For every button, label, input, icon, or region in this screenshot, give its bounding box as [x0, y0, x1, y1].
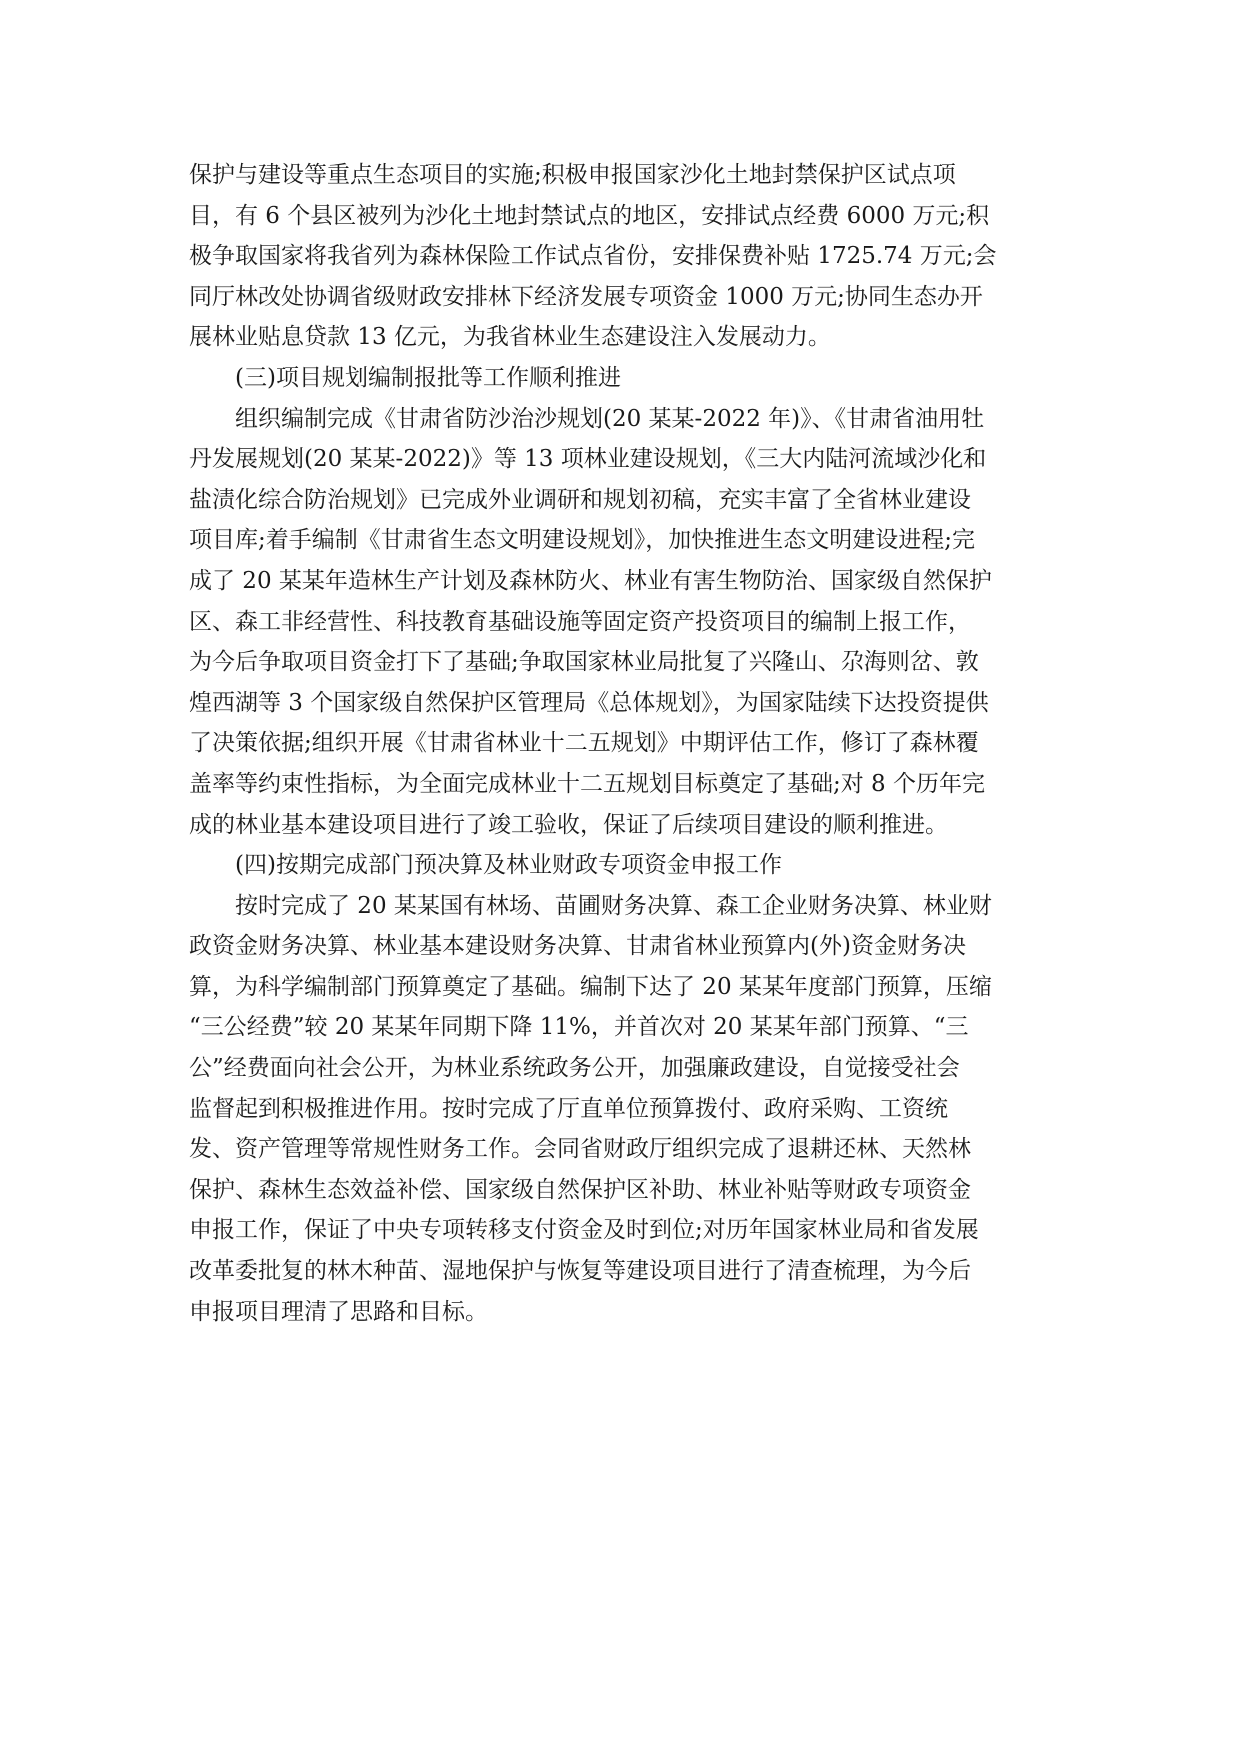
paragraph-line: 保护、森林生态效益补偿、国家级自然保护区补助、林业补贴等财政专项资金: [189, 1176, 971, 1203]
paragraph-line: 为今后争取项目资金打下了基础;争取国家林业局批复了兴隆山、尕海则岔、敦: [189, 649, 979, 676]
paragraph-first-line: 组织编制完成《甘肃省防沙治沙规划(20 某某-2022 年)》、《甘肃省油用牡: [235, 405, 985, 432]
paragraph-line: 申报工作，保证了中央专项转移支付资金及时到位;对历年国家林业局和省发展: [189, 1217, 979, 1244]
paragraph-line: 政资金财务决算、林业基本建设财务决算、甘肃省林业预算内(外)资金财务决: [189, 933, 966, 960]
paragraph-line: 申报项目理清了思路和目标。: [189, 1298, 488, 1325]
paragraph-line: 改革委批复的林木种苗、湿地保护与恢复等建设项目进行了清查梳理，为今后: [189, 1258, 971, 1285]
paragraph-line: 丹发展规划(20 某某-2022)》等 13 项林业建设规划，《三大内陆河流域沙化和: [189, 446, 987, 473]
paragraph-line: 成了 20 某某年造林生产计划及森林防火、林业有害生物防治、国家级自然保护: [189, 567, 992, 594]
paragraph-line: 发、资产管理等常规性财务工作。会同省财政厅组织完成了退耕还林、天然林: [189, 1136, 971, 1163]
paragraph-line: 监督起到积极推进作用。按时完成了厅直单位预算拨付、政府采购、工资统: [189, 1095, 948, 1122]
paragraph-line: 煌西湖等 3 个国家级自然保护区管理局《总体规划》，为国家陆续下达投资提供: [189, 689, 989, 716]
paragraph-line: 保护与建设等重点生态项目的实施;积极申报国家沙化土地封禁保护区试点项: [189, 162, 956, 188]
paragraph-first-line: (四)按期完成部门预决算及林业财政专项资金申报工作: [235, 852, 782, 879]
paragraph-line: 了决策依据;组织开展《甘肃省林业十二五规划》中期评估工作，修订了森林覆: [189, 730, 979, 757]
paragraph-line: 极争取国家将我省列为森林保险工作试点省份，安排保费补贴 1725.74 万元;会: [189, 243, 997, 270]
paragraph-line: 算，为科学编制部门预算奠定了基础。编制下达了 20 某某年度部门预算，压缩: [189, 973, 992, 1000]
document-body: [189, 155, 1069, 1332]
paragraph-line: 展林业贴息贷款 13 亿元，为我省林业生态建设注入发展动力。: [189, 324, 831, 351]
paragraph-first-line: (三)项目规划编制报批等工作顺利推进: [235, 364, 621, 391]
paragraph-line: 项目库;着手编制《甘肃省生态文明建设规划》，加快推进生态文明建设进程;完: [189, 527, 975, 554]
paragraph-line: “三公经费”较 20 某某年同期下降 11%，并首次对 20 某某年部门预算、“三: [189, 1014, 969, 1041]
paragraph-line: 公”经费面向社会公开，为林业系统政务公开，加强廉政建设，自觉接受社会: [189, 1055, 960, 1082]
paragraph-line: 目，有 6 个县区被列为沙化土地封禁试点的地区，安排试点经费 6000 万元;积: [189, 202, 990, 229]
paragraph-line: 盖率等约束性指标，为全面完成林业十二五规划目标奠定了基础;对 8 个历年完: [189, 770, 986, 797]
paragraph-line: 同厅林改处协调省级财政安排林下经济发展专项资金 1000 万元;协同生态办开: [189, 283, 983, 310]
paragraph-line: 盐渍化综合防治规划》已完成外业调研和规划初稿，充实丰富了全省林业建设: [189, 486, 971, 513]
paragraph-line: 区、森工非经营性、科技教育基础设施等固定资产投资项目的编制上报工作，: [189, 608, 971, 635]
paragraph-first-line: 按时完成了 20 某某国有林场、苗圃财务决算、森工企业财务决算、林业财: [235, 892, 992, 919]
paragraph-line: 成的林业基本建设项目进行了竣工验收，保证了后续项目建设的顺利推进。: [189, 811, 948, 838]
